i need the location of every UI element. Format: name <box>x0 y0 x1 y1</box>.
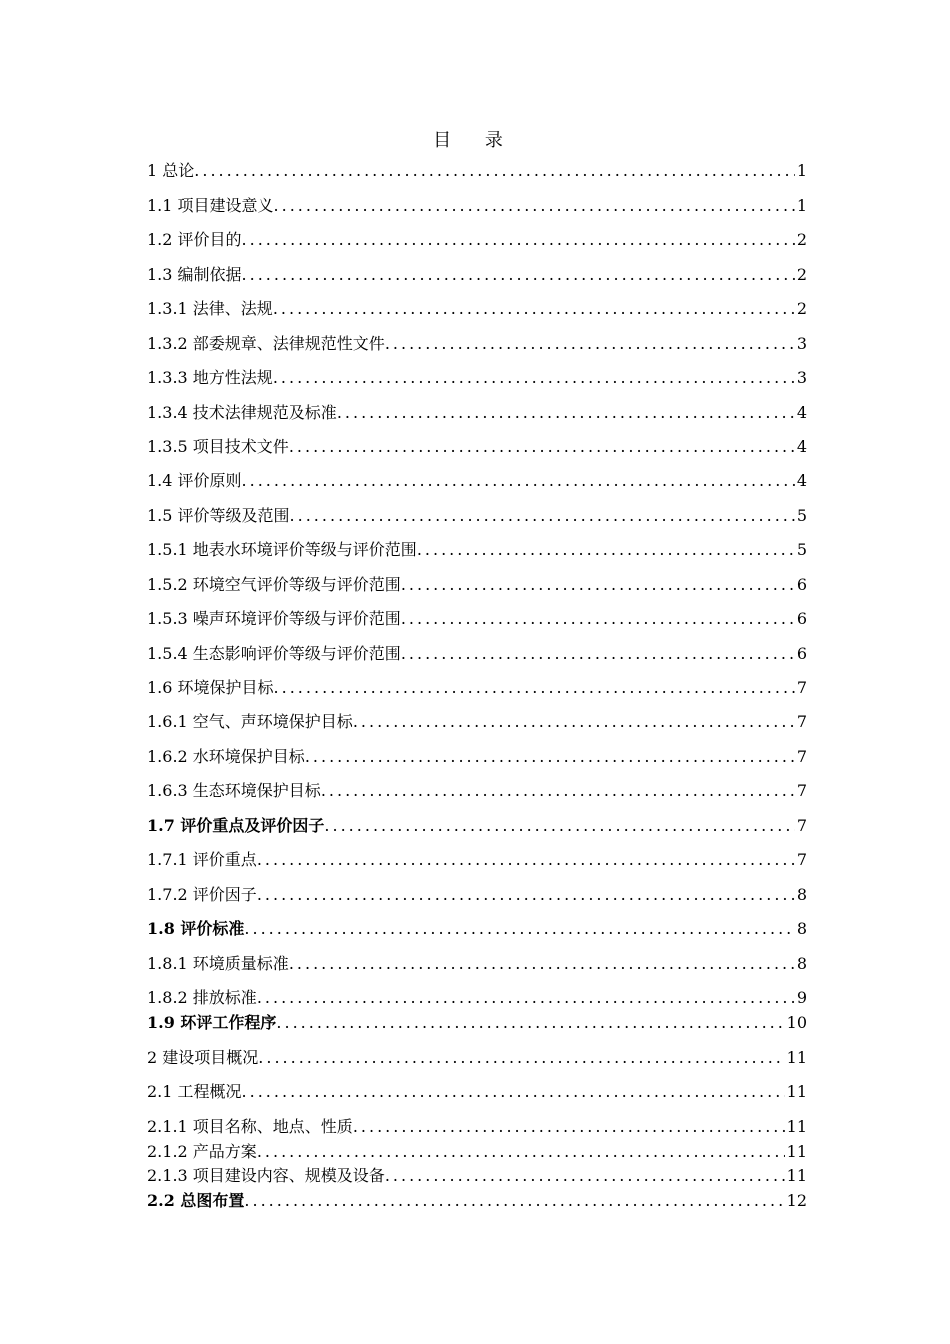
toc-entry[interactable] <box>147 711 807 733</box>
toc-entry-page: 5 <box>796 540 807 559</box>
toc-entry[interactable] <box>147 505 807 527</box>
toc-leader-dots <box>242 264 795 286</box>
toc-entry-label: 1.5.4 生态影响评价等级与评价范围 <box>147 644 401 663</box>
toc-entry-page: 7 <box>796 678 807 697</box>
toc-title: 目 录 <box>433 130 517 151</box>
toc-entry-label: 1.7 评价重点及评价因子 <box>147 816 325 835</box>
toc-entry-label: 1.3.4 技术法律规范及标准 <box>147 403 337 422</box>
toc-entry-page: 11 <box>786 1048 807 1067</box>
toc-entry-page: 7 <box>796 747 807 766</box>
toc-entry-page: 7 <box>796 712 807 731</box>
toc-entry-label: 1.7.2 评价因子 <box>147 885 257 904</box>
toc-entry[interactable] <box>147 643 807 665</box>
toc-leader-dots <box>257 1141 785 1163</box>
toc-entry-label: 1.9 环评工作程序 <box>147 1013 277 1032</box>
toc-entry-page: 4 <box>796 403 807 422</box>
toc-entry[interactable] <box>147 884 807 906</box>
toc-entry[interactable] <box>147 195 807 217</box>
toc-entry[interactable] <box>147 298 807 320</box>
toc-leader-dots <box>273 367 795 389</box>
toc-leader-dots <box>242 470 795 492</box>
toc-leader-dots <box>321 780 795 802</box>
toc-entry-label: 1.6.1 空气、声环境保护目标 <box>147 712 353 731</box>
toc-entry[interactable] <box>147 229 807 251</box>
toc-leader-dots <box>290 505 795 527</box>
toc-entry-label: 1.1 项目建设意义 <box>147 196 274 215</box>
toc-entry-label: 1.4 评价原则 <box>147 471 242 490</box>
toc-entry[interactable] <box>147 160 807 182</box>
toc-entry-label: 1.8 评价标准 <box>147 919 245 938</box>
toc-entry[interactable] <box>147 849 807 871</box>
toc-leader-dots <box>257 849 795 871</box>
toc-leader-dots <box>244 1190 784 1212</box>
toc-entry[interactable] <box>147 574 807 596</box>
toc-leader-dots <box>385 1165 785 1187</box>
toc-leader-dots <box>258 1047 784 1069</box>
toc-leader-dots <box>274 677 795 699</box>
toc-entry-page: 2 <box>796 230 807 249</box>
toc-entry-page: 8 <box>796 954 807 973</box>
toc-entry-page: 3 <box>796 334 807 353</box>
toc-leader-dots <box>401 574 795 596</box>
toc-leader-dots <box>257 987 795 1009</box>
toc-leader-dots <box>244 918 794 940</box>
toc-entry-page: 6 <box>796 644 807 663</box>
toc-entry-label: 1.3.3 地方性法规 <box>147 368 273 387</box>
toc-entry[interactable] <box>147 402 807 424</box>
toc-entry-label: 1.6.3 生态环境保护目标 <box>147 781 321 800</box>
toc-leader-dots <box>353 711 795 733</box>
toc-entry[interactable] <box>147 333 807 355</box>
toc-entry-label: 2.1 工程概况 <box>147 1082 242 1101</box>
toc-entry-label: 1.3.1 法律、法规 <box>147 299 273 318</box>
toc-entry-label: 1.8.2 排放标准 <box>147 988 257 1007</box>
toc-entry[interactable] <box>147 470 807 492</box>
toc-entry-page: 8 <box>796 919 807 938</box>
toc-leader-dots <box>353 1116 785 1138</box>
toc-entry-page: 8 <box>796 885 807 904</box>
toc-entry-page: 11 <box>786 1117 807 1136</box>
toc-entry-page: 6 <box>796 609 807 628</box>
toc-entry-page: 3 <box>796 368 807 387</box>
toc-leader-dots <box>305 746 795 768</box>
toc-leader-dots <box>337 402 795 424</box>
toc-entry[interactable] <box>147 608 807 630</box>
toc-leader-dots <box>242 1081 785 1103</box>
toc-entry-label: 2.1.2 产品方案 <box>147 1142 257 1161</box>
toc-entry[interactable] <box>147 1116 807 1138</box>
toc-entry-page: 12 <box>786 1191 807 1210</box>
toc-entry-label: 2.2 总图布置 <box>147 1191 245 1210</box>
toc-entry[interactable] <box>147 436 807 458</box>
toc-leader-dots <box>194 160 795 182</box>
toc-entry-page: 1 <box>796 161 807 180</box>
toc-entry[interactable] <box>147 918 807 940</box>
toc-leader-dots <box>289 953 795 975</box>
toc-entry-label: 1.7.1 评价重点 <box>147 850 257 869</box>
toc-leader-dots <box>257 884 795 906</box>
toc-entry-page: 11 <box>786 1142 807 1161</box>
toc-leader-dots <box>324 815 794 837</box>
toc-entry-page: 1 <box>796 196 807 215</box>
toc-entry[interactable] <box>147 1165 807 1187</box>
toc-entry-page: 5 <box>796 506 807 525</box>
toc-entry-label: 2.1.1 项目名称、地点、性质 <box>147 1117 353 1136</box>
toc-leader-dots <box>289 436 795 458</box>
toc-entry-page: 7 <box>796 816 807 835</box>
toc-entry-label: 2.1.3 项目建设内容、规模及设备 <box>147 1166 385 1185</box>
toc-entry[interactable] <box>147 1047 807 1069</box>
toc-entry-label: 1.3.5 项目技术文件 <box>147 437 289 456</box>
toc-entry-page: 9 <box>796 988 807 1007</box>
toc-entry[interactable] <box>147 780 807 802</box>
toc-leader-dots <box>273 298 795 320</box>
toc-entry-label: 1.5.2 环境空气评价等级与评价范围 <box>147 575 401 594</box>
toc-entry[interactable] <box>147 367 807 389</box>
toc-entry[interactable] <box>147 1141 807 1163</box>
toc-entry-label: 1 总论 <box>147 161 195 180</box>
toc-entry[interactable] <box>147 746 807 768</box>
toc-entry-page: 2 <box>796 265 807 284</box>
toc-entry-label: 1.8.1 环境质量标准 <box>147 954 289 973</box>
toc-entry-label: 1.3.2 部委规章、法律规范性文件 <box>147 334 385 353</box>
toc-leader-dots <box>417 539 795 561</box>
toc-entry-page: 11 <box>786 1166 807 1185</box>
toc-entry[interactable] <box>147 264 807 286</box>
toc-entry[interactable] <box>147 539 807 561</box>
toc-entry[interactable] <box>147 677 807 699</box>
toc-entry[interactable] <box>147 987 807 1009</box>
toc-entry-page: 4 <box>796 437 807 456</box>
toc-leader-dots <box>385 333 795 355</box>
toc-entry-page: 7 <box>796 850 807 869</box>
toc-leader-dots <box>242 229 795 251</box>
toc-entry-label: 1.2 评价目的 <box>147 230 242 249</box>
toc-entry-label: 1.5 评价等级及范围 <box>147 506 290 525</box>
toc-entry-label: 1.6.2 水环境保护目标 <box>147 747 305 766</box>
toc-entry-label: 1.5.1 地表水环境评价等级与评价范围 <box>147 540 417 559</box>
toc-entry-page: 4 <box>796 471 807 490</box>
toc-entry-label: 1.3 编制依据 <box>147 265 242 284</box>
toc-entry-page: 11 <box>786 1082 807 1101</box>
toc-entry[interactable] <box>147 815 807 837</box>
toc-entry-label: 1.6 环境保护目标 <box>147 678 274 697</box>
toc-entry-page: 2 <box>796 299 807 318</box>
toc-entry-page: 7 <box>796 781 807 800</box>
toc-entry-label: 1.5.3 噪声环境评价等级与评价范围 <box>147 609 401 628</box>
toc-entry-page: 6 <box>796 575 807 594</box>
toc-leader-dots <box>274 195 795 217</box>
toc-entry[interactable] <box>147 1081 807 1103</box>
toc-leader-dots <box>401 608 795 630</box>
toc-leader-dots <box>401 643 795 665</box>
toc-entry-label: 2 建设项目概况 <box>147 1048 259 1067</box>
toc-entry[interactable] <box>147 953 807 975</box>
toc-leader-dots <box>276 1012 784 1034</box>
toc-entry[interactable] <box>147 1012 807 1034</box>
toc-entry-page: 10 <box>786 1013 807 1032</box>
toc-entry[interactable] <box>147 1190 807 1212</box>
